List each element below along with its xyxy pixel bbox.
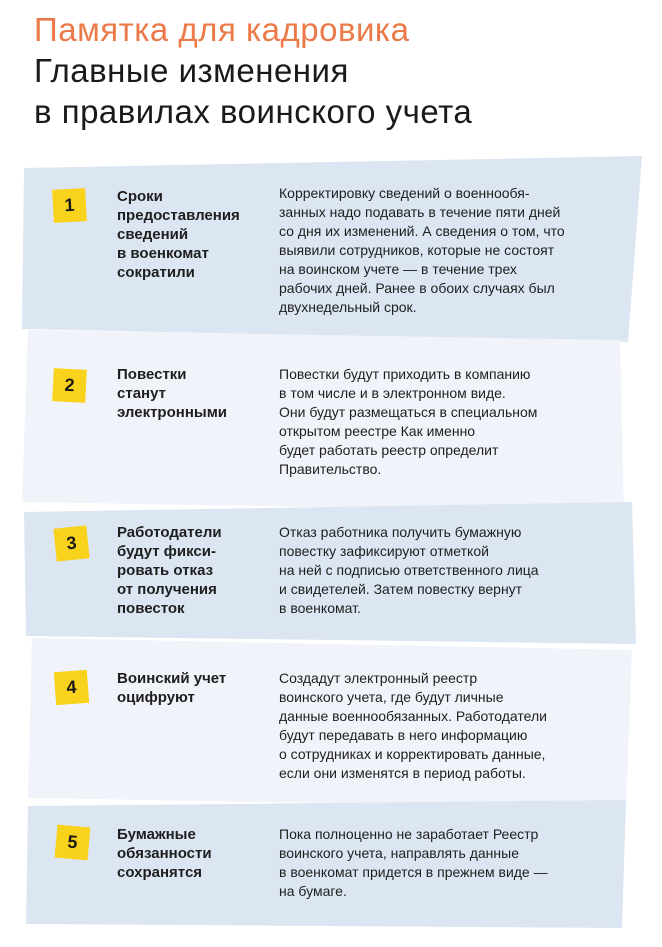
title-orange: Памятка для кадровика — [34, 11, 410, 48]
card-text: Отказ работника получить бумажную повестку зафиксируют отметкой на ней с подписью ответственного лица и свидетелей. Затем повестку вернут в военкомат. — [279, 524, 539, 616]
title-line-1: Главные изменения — [34, 52, 349, 89]
number-badge: 5 — [55, 825, 91, 861]
number-badge: 4 — [54, 670, 89, 705]
card-heading: Сроки предоставления сведений в военкомат сократили — [117, 188, 240, 281]
card-text: Создадут электронный реестр воинского учета, где будут личные данные военнообязанных. Работодатели будут передавать в него информацию о сотрудниках и корректировать данные, если они изменятся в период работы. — [279, 670, 547, 781]
number-badge: 2 — [52, 368, 87, 403]
card-heading: Повестки станут электронными — [117, 366, 228, 421]
number-badge: 3 — [53, 525, 89, 561]
card-text: Пока полноценно не заработает Реестр воинского учета, направлять данные в военкомат придется в прежнем виде — на бумаге. — [279, 826, 548, 899]
card-2 — [22, 330, 624, 512]
number-badge: 1 — [52, 188, 87, 223]
title-line-2: в правилах воинского учета — [34, 93, 473, 130]
card-heading: Воинский учет оцифруют — [117, 670, 227, 706]
card-4 — [28, 638, 632, 808]
card-heading: Бумажные обязанности сохранятся — [117, 826, 212, 881]
header — [34, 10, 654, 132]
card-text: Корректировку сведений о военнообя- занных надо подавать в течение пяти дней со дня их изменений. А сведения о том, что выявили сотрудников, которые не состоят на воинском учете — в течение трех рабочих дней. Ранее в обоих случаях был двухнедельный срок. — [279, 185, 565, 315]
card-1 — [22, 154, 642, 342]
card-3 — [24, 502, 636, 644]
card-5 — [26, 800, 626, 928]
card-heading: Работодатели будут фикси- ровать отказ от получения повесток — [117, 524, 222, 617]
card-text: Повестки будут приходить в компанию в том числе и в электронном виде. Они будут размещаться в специальном открытом реестре Как именно будет работать реестр определит Правительство. — [279, 366, 538, 477]
